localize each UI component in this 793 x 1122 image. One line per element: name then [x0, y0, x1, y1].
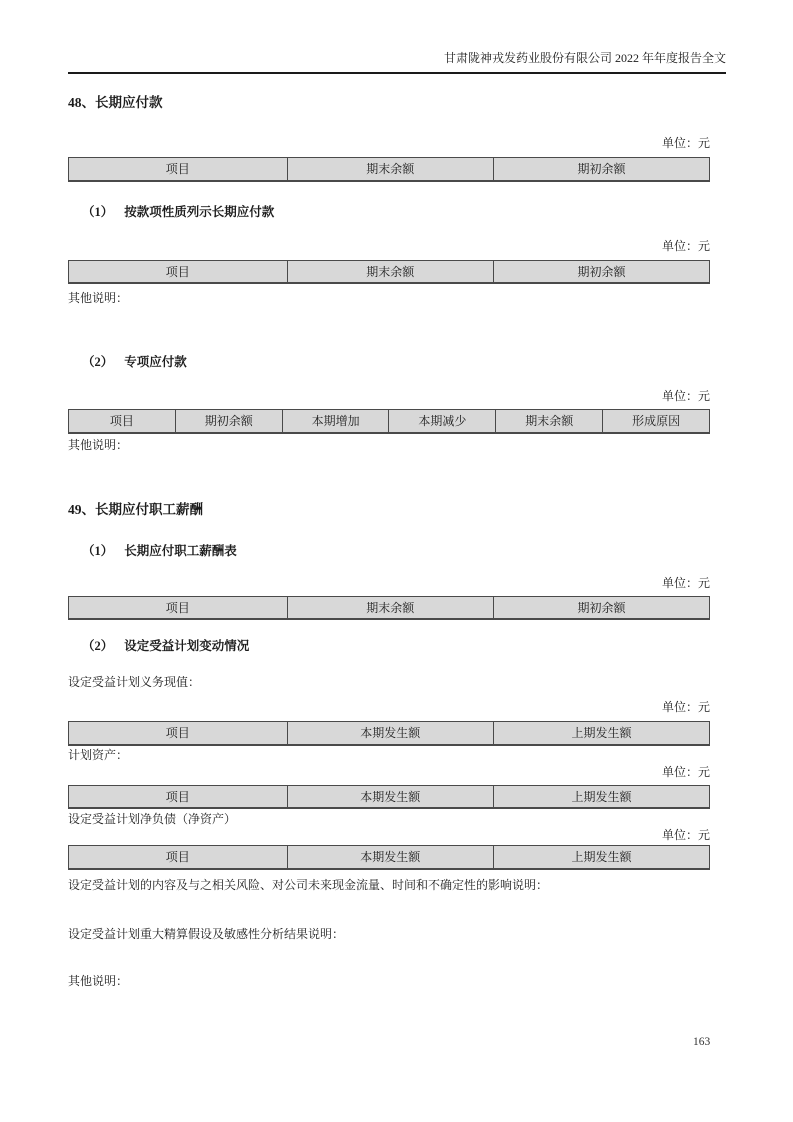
col-header-prior-period-amount: 上期发生额: [493, 846, 709, 869]
dbo-present-value-label: 设定受益计划义务现值：: [68, 675, 201, 689]
subsection-48-1-heading: [68, 204, 726, 221]
col-header-item: 项目: [69, 260, 288, 283]
table-header-row: [69, 260, 710, 283]
subsection-title: 专项应付款: [124, 355, 187, 369]
col-header-item: 项目: [69, 846, 288, 869]
table-special-payables: [68, 409, 710, 434]
subsection-title: 按款项性质列示长期应付款: [124, 204, 275, 219]
subsection-number: （2）: [82, 355, 114, 369]
subsection-49-2-heading: [68, 638, 726, 655]
other-notes-label: 其他说明：: [68, 973, 129, 988]
col-header-ending-balance: 期末余额: [287, 596, 493, 619]
section-49-heading: 49、长期应付职工薪酬: [68, 501, 203, 517]
document-header-title: 甘肃陇神戎发药业股份有限公司 2022 年年度报告全文: [443, 51, 726, 65]
table-header-row: [69, 410, 710, 433]
plan-assets-label: 计划资产：: [68, 747, 129, 762]
col-header-item: 项目: [69, 596, 288, 619]
unit-label: 单位：元: [661, 136, 710, 150]
table-plan-assets: [68, 785, 710, 810]
subsection-number: （1）: [82, 204, 114, 219]
col-header-current-increase: 本期增加: [282, 410, 389, 433]
subsection-number: （2）: [82, 639, 114, 653]
unit-label: 单位：元: [661, 764, 710, 779]
page-content: [68, 0, 726, 989]
table-header-row: [69, 158, 710, 181]
net-liability-label: 设定受益计划净负债（净资产）: [68, 812, 237, 826]
table-header-row: [69, 596, 710, 619]
col-header-ending-balance: 期末余额: [287, 260, 493, 283]
section-48-heading: 48、长期应付款: [68, 95, 163, 110]
col-header-formation-reason: 形成原因: [603, 410, 710, 433]
unit-label: 单位：元: [661, 700, 710, 714]
table-header-row: [69, 846, 710, 869]
col-header-beginning-balance: 期初余额: [493, 260, 709, 283]
table-header-row: [69, 722, 710, 745]
col-header-beginning-balance: 期初余额: [175, 410, 282, 433]
col-header-current-decrease: 本期减少: [389, 410, 496, 433]
table-net-defined-benefit-liability: [68, 845, 710, 870]
actuarial-assumptions-note-label: 设定受益计划重大精算假设及敏感性分析结果说明：: [68, 926, 345, 941]
table-long-term-employee-compensation: [68, 596, 710, 621]
subsection-title: 长期应付职工薪酬表: [124, 543, 237, 558]
subsection-48-2-heading: [68, 354, 726, 371]
table-payables-by-nature: [68, 260, 710, 285]
col-header-item: 项目: [69, 785, 288, 808]
subsection-title: 设定受益计划变动情况: [124, 639, 250, 653]
col-header-current-period-amount: 本期发生额: [287, 785, 493, 808]
col-header-item: 项目: [69, 410, 176, 433]
col-header-ending-balance: 期末余额: [496, 410, 603, 433]
unit-label: 单位：元: [661, 828, 710, 842]
table-dbo-present-value: [68, 721, 710, 746]
table-header-row: [69, 785, 710, 808]
col-header-prior-period-amount: 上期发生额: [493, 722, 709, 745]
unit-label: 单位：元: [661, 238, 710, 253]
col-header-beginning-balance: 期初余额: [493, 596, 709, 619]
other-notes-label: 其他说明：: [68, 437, 129, 452]
col-header-item: 项目: [69, 722, 288, 745]
col-header-current-period-amount: 本期发生额: [287, 846, 493, 869]
risk-impact-note-label: 设定受益计划的内容及与之相关风险、对公司未来现金流量、时间和不确定性的影响说明：: [68, 877, 549, 892]
unit-label: 单位：元: [661, 389, 710, 403]
document-header: [68, 0, 726, 74]
col-header-prior-period-amount: 上期发生额: [493, 785, 709, 808]
col-header-ending-balance: 期末余额: [287, 158, 493, 181]
col-header-item: 项目: [69, 158, 288, 181]
page-number: 163: [693, 1036, 711, 1048]
subsection-number: （1）: [82, 543, 114, 558]
other-notes-label: 其他说明：: [68, 291, 129, 305]
subsection-49-1-heading: [68, 543, 726, 560]
unit-label: 单位：元: [661, 575, 710, 590]
col-header-beginning-balance: 期初余额: [493, 158, 709, 181]
table-long-term-payables: [68, 157, 710, 182]
col-header-current-period-amount: 本期发生额: [287, 722, 493, 745]
